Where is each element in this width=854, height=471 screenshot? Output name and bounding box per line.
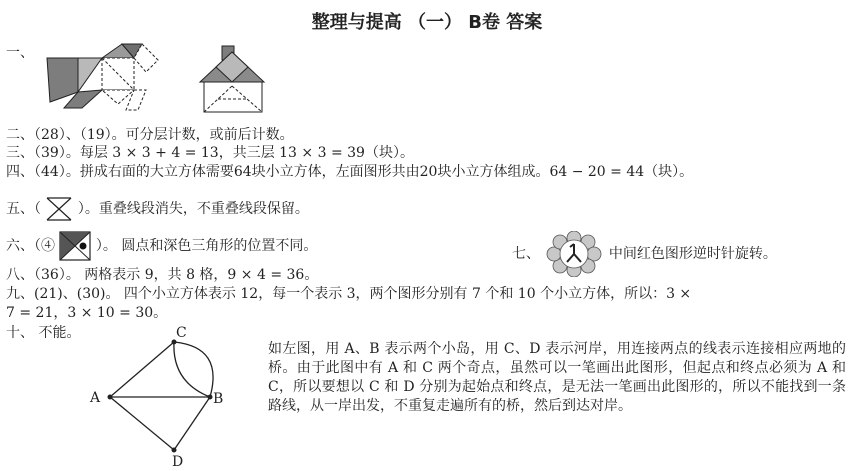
q5-answer [6,196,309,222]
q3-answer: 三、（39）。每层 3 × 3 + 4 = 13，共三层 13 × 3 = 39（块）。 [6,145,414,161]
tangram-horse-figure [42,42,164,116]
square-triangle-dot-icon [59,231,91,261]
point-c-label: C [176,325,187,341]
q7-text: 中间红色图形逆时针旋转。 [608,246,777,262]
flower-rotation-icon [544,231,604,277]
q6-answer [6,231,317,261]
point-b-label: B [213,391,224,407]
hourglass-shape-icon [45,196,73,222]
q5-suffix: ）。重叠线段消失，不重叠线段保留。 [77,201,309,217]
page-title: 整理与提高 （一） B卷 答案 [311,12,543,33]
q4-answer: 四、（44）。拼成右面的大立方体需要64块小立方体，左面图形共由20块小立方体组成。64 − 20 = 44（块）。 [6,164,694,180]
tangram-house-figure [196,42,268,116]
point-a-label: A [90,390,101,406]
q10-explanation: 如左图，用 A、B 表示两个小岛，用 C、D 表示河岸，用连接两点的线表示连接相应两地的桥。由于此图中有 A 和 C 两个奇点，虽然可以一笔画出此图形，但起点和终点必须为 A 和 C，所以要想以 C 和 D 分别为起始点和终点，是无法一笔画出此图形的，所以不能找到一条路线，从一岸出发，不重复走遍所有的桥，然后到达对岸。 [268,341,846,414]
q9-answer-line2: 7 = 21，3 × 10 = 30。 [6,305,168,321]
point-d-label: D [172,454,184,468]
q7-label: 七、 [512,246,540,262]
q7-answer [512,231,777,277]
q6-suffix: ）。 圆点和深色三角形的位置不同。 [95,238,318,254]
q5-prefix: 五、（ [6,201,41,217]
q9-answer-line1: 九、(21)、(30)。 四个小立方体表示 12，每一个表示 3，两个图形分别有 7 个和 10 个小立方体，所以：3 × [6,286,692,302]
bridge-graph-diagram [84,322,234,468]
q1-label: 一、 [6,45,34,61]
q10-label: 十、 不能。 [6,325,81,341]
q6-prefix: 六、（④ [6,238,55,254]
q2-answer: 二、（28）、（19）。可分层计数，或前后计数。 [6,127,294,143]
q8-answer: 八、（36）。 两格表示 9，共 8 格，9 × 4 = 36。 [6,267,319,283]
